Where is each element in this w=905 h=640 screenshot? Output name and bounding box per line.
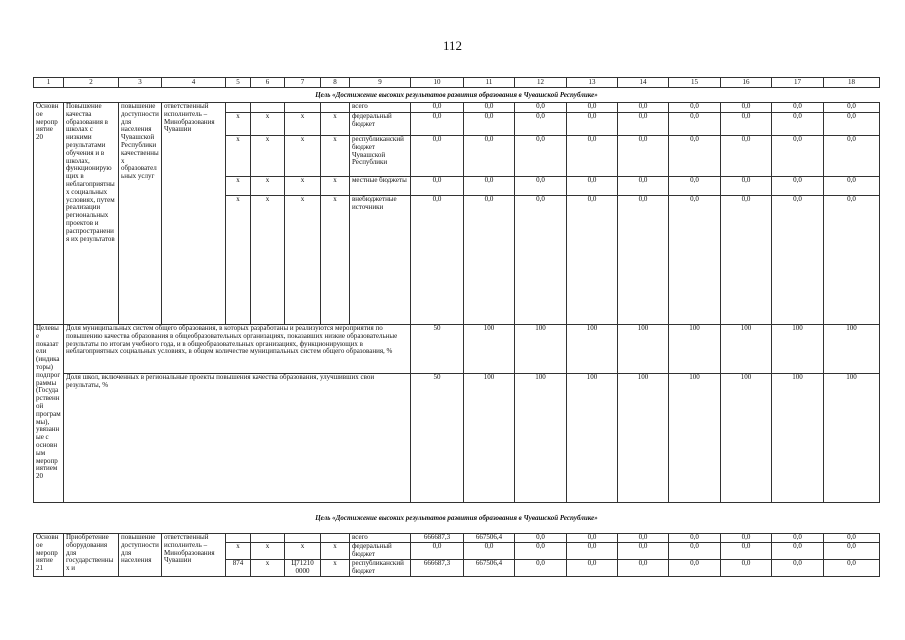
goal-row <box>34 88 880 103</box>
budget-code <box>251 103 285 113</box>
column-number: 9 <box>350 78 411 88</box>
indicator-row <box>34 325 880 374</box>
activity-goal: повышение доступности для населения Чувашской Республики качественных образовательных услуг <box>119 103 162 325</box>
budget-code: Ц71210 0000 <box>285 560 321 577</box>
program-table <box>33 77 880 577</box>
indicators-label: Целевые показатели (индикаторы) подпрограммы (Государственной программы), увязанные с основным мероприятием 20 <box>34 325 64 503</box>
budget-code <box>251 534 285 543</box>
budget-code: x <box>321 136 350 177</box>
budget-code: x <box>251 543 285 560</box>
value-cell: 0,0 <box>618 136 669 177</box>
value-cell: 0,0 <box>772 177 824 196</box>
table-row <box>34 103 880 113</box>
indicator-value: 50 <box>411 374 464 503</box>
value-cell: 0,0 <box>772 534 824 543</box>
budget-code: x <box>285 196 321 325</box>
value-cell: 0,0 <box>824 113 880 136</box>
indicator-value: 100 <box>515 374 567 503</box>
column-number: 13 <box>567 78 618 88</box>
budget-code: x <box>251 196 285 325</box>
budget-code: x <box>285 136 321 177</box>
value-cell: 0,0 <box>669 177 721 196</box>
value-cell: 0,0 <box>824 136 880 177</box>
funding-source: федеральный бюджет <box>350 543 411 560</box>
value-cell: 0,0 <box>618 543 669 560</box>
funding-source: всего <box>350 534 411 543</box>
column-number: 17 <box>772 78 824 88</box>
value-cell: 0,0 <box>618 560 669 577</box>
funding-source: республиканский бюджет <box>350 560 411 577</box>
value-cell: 0,0 <box>411 177 464 196</box>
column-number: 12 <box>515 78 567 88</box>
column-number: 1 <box>34 78 64 88</box>
value-cell: 0,0 <box>824 177 880 196</box>
value-cell: 0,0 <box>618 103 669 113</box>
activity-executor: ответственный исполнитель – Минобразования Чувашии <box>162 103 226 325</box>
value-cell: 0,0 <box>618 177 669 196</box>
column-number: 8 <box>321 78 350 88</box>
funding-source: местные бюджеты <box>350 177 411 196</box>
value-cell: 0,0 <box>515 136 567 177</box>
value-cell: 0,0 <box>669 534 721 543</box>
value-cell: 0,0 <box>824 543 880 560</box>
indicator-value: 100 <box>515 325 567 374</box>
budget-code: x <box>226 136 251 177</box>
value-cell: 0,0 <box>721 534 772 543</box>
indicator-value: 100 <box>824 325 880 374</box>
value-cell: 0,0 <box>515 177 567 196</box>
budget-code <box>285 534 321 543</box>
indicator-value: 100 <box>772 374 824 503</box>
value-cell: 0,0 <box>515 534 567 543</box>
column-number: 18 <box>824 78 880 88</box>
value-cell: 666687,3 <box>411 560 464 577</box>
budget-code: x <box>285 543 321 560</box>
value-cell: 0,0 <box>411 196 464 325</box>
value-cell: 0,0 <box>669 136 721 177</box>
value-cell: 0,0 <box>464 543 515 560</box>
activity-number: Основное мероприятие 20 <box>34 103 64 325</box>
value-cell: 0,0 <box>669 103 721 113</box>
budget-code: x <box>226 543 251 560</box>
budget-code: x <box>285 113 321 136</box>
indicator-value: 100 <box>618 374 669 503</box>
value-cell: 0,0 <box>515 103 567 113</box>
value-cell: 0,0 <box>464 136 515 177</box>
value-cell: 0,0 <box>669 543 721 560</box>
indicator-value: 100 <box>567 374 618 503</box>
activity-goal: повышение доступности для населения <box>119 534 162 577</box>
budget-code: x <box>321 543 350 560</box>
value-cell: 0,0 <box>824 534 880 543</box>
budget-code: x <box>321 177 350 196</box>
indicator-value: 50 <box>411 325 464 374</box>
budget-code: x <box>226 177 251 196</box>
activity-title: Приобретение оборудования для государственных и <box>64 534 119 577</box>
budget-code: x <box>251 177 285 196</box>
goal-title: Цель «Достижение высоких результатов развития образования в Чувашской Республике» <box>34 88 880 103</box>
indicator-value: 100 <box>721 325 772 374</box>
value-cell: 667506,4 <box>464 534 515 543</box>
budget-code <box>226 103 251 113</box>
column-number: 4 <box>162 78 226 88</box>
column-number: 2 <box>64 78 119 88</box>
value-cell: 0,0 <box>669 196 721 325</box>
indicator-value: 100 <box>669 374 721 503</box>
value-cell: 0,0 <box>515 560 567 577</box>
value-cell: 0,0 <box>515 196 567 325</box>
value-cell: 0,0 <box>721 560 772 577</box>
column-number: 11 <box>464 78 515 88</box>
value-cell: 0,0 <box>721 136 772 177</box>
funding-source: республиканский бюджет Чувашской Республики <box>350 136 411 177</box>
indicator-value: 100 <box>567 325 618 374</box>
value-cell: 0,0 <box>772 103 824 113</box>
value-cell: 0,0 <box>721 543 772 560</box>
column-number: 3 <box>119 78 162 88</box>
value-cell: 0,0 <box>618 534 669 543</box>
budget-code <box>226 534 251 543</box>
value-cell: 0,0 <box>618 113 669 136</box>
value-cell: 0,0 <box>515 113 567 136</box>
value-cell: 0,0 <box>824 560 880 577</box>
value-cell: 0,0 <box>515 543 567 560</box>
activity-number: Основное мероприятие 21 <box>34 534 64 577</box>
value-cell: 0,0 <box>772 543 824 560</box>
indicator-value: 100 <box>618 325 669 374</box>
value-cell: 667506,4 <box>464 560 515 577</box>
value-cell: 0,0 <box>411 543 464 560</box>
value-cell: 0,0 <box>567 113 618 136</box>
value-cell: 0,0 <box>772 560 824 577</box>
table-row <box>34 534 880 543</box>
indicator-value: 100 <box>669 325 721 374</box>
activity-executor: ответственный исполнитель – Минобразования Чувашии <box>162 534 226 577</box>
goal-title: Цель «Достижение высоких результатов развития образования в Чувашской Республике» <box>34 503 880 534</box>
budget-code: x <box>226 196 251 325</box>
goal-row <box>34 503 880 534</box>
value-cell: 0,0 <box>772 136 824 177</box>
value-cell: 0,0 <box>567 136 618 177</box>
indicator-value: 100 <box>721 374 772 503</box>
budget-code: x <box>251 113 285 136</box>
value-cell: 0,0 <box>772 196 824 325</box>
column-number: 5 <box>226 78 251 88</box>
column-number: 14 <box>618 78 669 88</box>
value-cell: 0,0 <box>464 196 515 325</box>
value-cell: 0,0 <box>411 103 464 113</box>
column-number: 10 <box>411 78 464 88</box>
budget-code <box>321 103 350 113</box>
page-number: 112 <box>442 38 463 53</box>
value-cell: 0,0 <box>567 543 618 560</box>
value-cell: 0,0 <box>824 103 880 113</box>
budget-code: 874 <box>226 560 251 577</box>
funding-source: внебюджетные источники <box>350 196 411 325</box>
value-cell: 0,0 <box>824 196 880 325</box>
column-number: 16 <box>721 78 772 88</box>
indicator-text: Доля муниципальных систем общего образования, в которых разработаны и реализуются мероприятия по повышению качества образования в общеобразовательных организациях, показавших низкие образовательные результаты по итогам учебного года, и в общеобразовательных организациях, функционирующих в неблагоприятных социальных условиях, в общем количестве муниципальных систем общего образования, % <box>64 325 411 374</box>
funding-source: федеральный бюджет <box>350 113 411 136</box>
value-cell: 0,0 <box>464 103 515 113</box>
value-cell: 0,0 <box>567 103 618 113</box>
budget-code <box>285 103 321 113</box>
value-cell: 0,0 <box>567 196 618 325</box>
indicator-text: Доля школ, включенных в региональные проекты повышения качества образования, улучшивших свои результаты, % <box>64 374 411 503</box>
value-cell: 0,0 <box>721 103 772 113</box>
column-number: 6 <box>251 78 285 88</box>
budget-code: x <box>251 136 285 177</box>
indicator-value: 100 <box>464 374 515 503</box>
funding-source: всего <box>350 103 411 113</box>
budget-code <box>321 534 350 543</box>
value-cell: 666687,3 <box>411 534 464 543</box>
budget-code: x <box>226 113 251 136</box>
value-cell: 0,0 <box>772 113 824 136</box>
column-number: 15 <box>669 78 721 88</box>
value-cell: 0,0 <box>411 136 464 177</box>
value-cell: 0,0 <box>721 196 772 325</box>
value-cell: 0,0 <box>721 177 772 196</box>
value-cell: 0,0 <box>618 196 669 325</box>
value-cell: 0,0 <box>721 113 772 136</box>
value-cell: 0,0 <box>567 534 618 543</box>
budget-code: x <box>321 196 350 325</box>
budget-code: x <box>251 560 285 577</box>
value-cell: 0,0 <box>669 113 721 136</box>
value-cell: 0,0 <box>567 560 618 577</box>
budget-code: x <box>321 113 350 136</box>
column-number: 7 <box>285 78 321 88</box>
value-cell: 0,0 <box>464 113 515 136</box>
value-cell: 0,0 <box>464 177 515 196</box>
value-cell: 0,0 <box>411 113 464 136</box>
budget-code: x <box>321 560 350 577</box>
value-cell: 0,0 <box>567 177 618 196</box>
column-number-row <box>34 78 880 88</box>
indicator-value: 100 <box>824 374 880 503</box>
indicator-value: 100 <box>772 325 824 374</box>
indicator-value: 100 <box>464 325 515 374</box>
value-cell: 0,0 <box>669 560 721 577</box>
indicator-row <box>34 374 880 503</box>
activity-title: Повышение качества образования в школах с низкими результатами обучения и в школах, функционирующих в неблагоприятных социальных условиях, путем реализации региональных проектов и распространения их результатов <box>64 103 119 325</box>
budget-code: x <box>285 177 321 196</box>
